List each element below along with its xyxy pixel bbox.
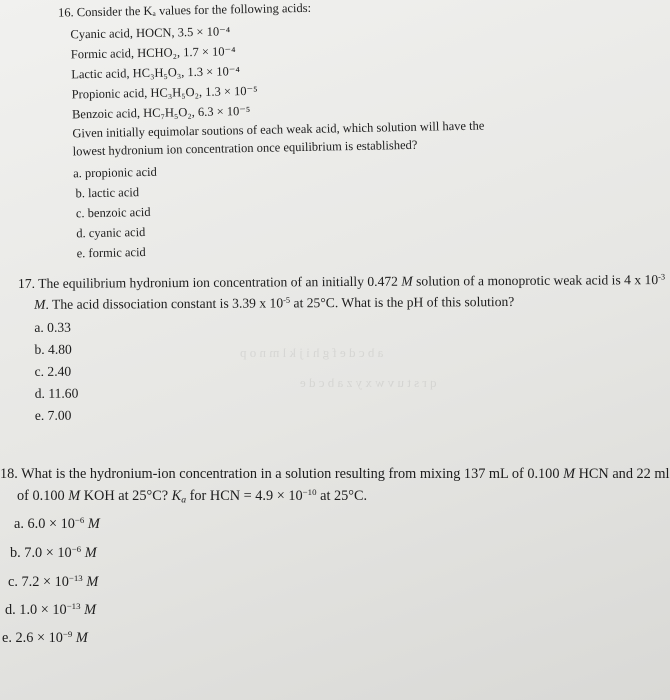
q18-choice-a: a. $6.0 \times 10^{-6}$ M [14, 515, 100, 532]
q16-stem: 16. Consider the Kₐ values for the following acids: [57, 0, 312, 20]
q16-prompt-line2: lowest hydronium ion concentration once equilibrium is established? [72, 137, 418, 159]
q16-acid-cyanic: Cyanic acid, HOCN, 3.5 × 10⁻⁴ [70, 24, 231, 42]
unit-molar: M [34, 296, 46, 312]
q16-choice-b: b. lactic acid [75, 185, 140, 201]
q17-choice-b: b. 4.80 [34, 341, 72, 357]
q17-choice-a: a. 0.33 [34, 319, 71, 335]
show-through-text: a b c d e f g h i j k l m n o p [240, 345, 384, 360]
q18-choice-c: c. $7.2 \times 10^{-13}$ M [8, 573, 99, 590]
q16-acid-propionic: Propionic acid, HC₃H₅O₂, 1.3 × 10⁻⁵ [71, 83, 258, 102]
q17-choice-e: e. 7.00 [34, 407, 72, 423]
q18-choice-b: b. $7.0 \times 10^{-6}$ M [10, 544, 97, 561]
ka-symbol: K [171, 488, 182, 504]
q17-choice-d: d. 11.60 [34, 385, 79, 401]
q18-stem-line1: 18. What is the hydronium-ion concentration in a solution resulting from mixing 137 mL of 0.100 M HCN and 22 ml [0, 466, 670, 482]
q18-choice-d: d. $1.0 \times 10^{-13}$ M [5, 601, 97, 618]
q17-choice-c: c. 2.40 [34, 363, 72, 379]
show-through-text: q r s t u v w x y z a b c d e [300, 375, 437, 390]
q16-choice-a: a. propionic acid [73, 164, 157, 181]
q17-concentration: 4 x 10 [624, 272, 659, 288]
q17-stem-line1: 17. The equilibrium hydronium ion concentration of an initially 0.472 M solution of a monoprotic weak acid is 4 x $10^{-3}$ [17, 271, 666, 292]
q16-acid-lactic: Lactic acid, HC₃H₅O₃, 1.3 × 10⁻⁴ [71, 64, 240, 82]
q16-acid-formic: Formic acid, HCHO₂, 1.7 × 10⁻⁴ [70, 44, 236, 62]
unit-molar: M [563, 466, 575, 482]
q16-choice-d: d. cyanic acid [76, 225, 146, 241]
q18-stem-line2: of 0.100 M KOH at 25°C? $K_a$ for HCN = $4.9 \times 10^{-10}$ at 25°C. [17, 487, 368, 506]
q16-choice-c: c. benzoic acid [75, 204, 151, 221]
q16-acid-benzoic: Benzoic acid, HC₇H₅O₂, 6.3 × 10⁻⁵ [71, 103, 251, 122]
unit-molar: M [401, 273, 413, 289]
q17-ka-value: 3.39 x 10 [232, 295, 284, 311]
q18-choice-e: e. $2.6 \times 10^{-9}$ M [2, 629, 88, 646]
unit-molar: M [68, 488, 81, 504]
q16-prompt-line1: Given initially equimolar soutions of each weak acid, which solution will have the [72, 118, 485, 141]
q17-stem-line2: M. The acid dissociation constant is 3.39 x $10^{-5}$ at 25°C. What is the pH of this solution? [34, 293, 515, 312]
q16-choice-e: e. formic acid [76, 245, 146, 261]
